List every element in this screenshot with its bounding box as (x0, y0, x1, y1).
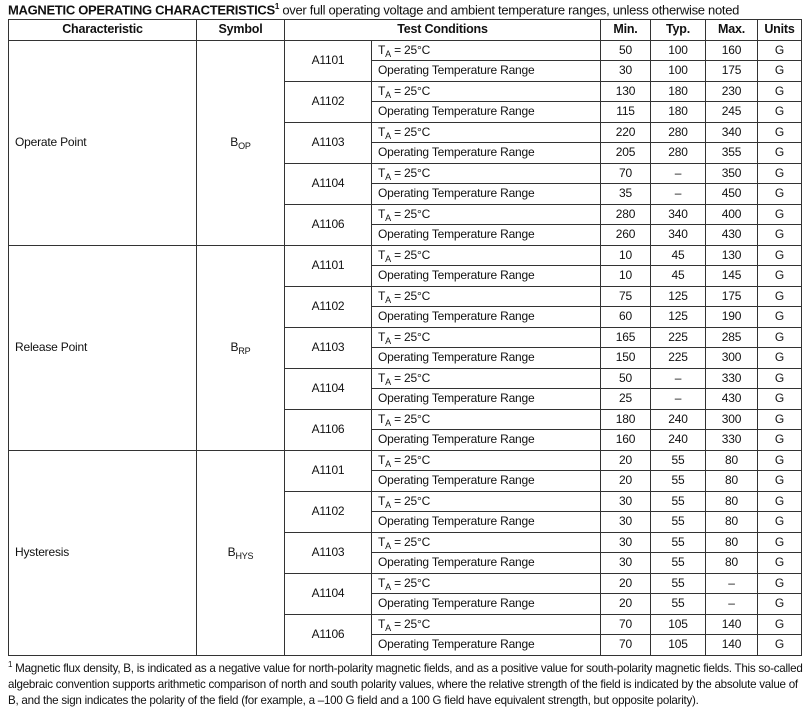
min-cell: 160 (601, 430, 651, 451)
table-body (9, 40, 802, 655)
typ-cell: 105 (651, 614, 706, 635)
table-row (9, 450, 802, 471)
min-cell: 70 (601, 163, 651, 184)
max-cell: 175 (706, 286, 758, 307)
condition-ta-rest: = 25°C (390, 575, 431, 590)
min-cell: 70 (601, 614, 651, 635)
max-cell: 430 (706, 225, 758, 246)
min-cell: 10 (601, 245, 651, 266)
typ-cell: 240 (651, 430, 706, 451)
condition-ta-base: T (378, 206, 386, 221)
units-cell: G (758, 573, 802, 594)
condition-cell (372, 532, 601, 553)
condition-cell (372, 122, 601, 143)
min-cell: 165 (601, 327, 651, 348)
max-cell: 140 (706, 614, 758, 635)
min-cell: 60 (601, 307, 651, 328)
symbol-cell (197, 450, 285, 655)
device-cell: A1106 (285, 614, 372, 655)
units-cell: G (758, 286, 802, 307)
max-cell: 355 (706, 143, 758, 164)
min-cell: 180 (601, 409, 651, 430)
condition-ta-base: T (378, 616, 386, 631)
min-cell: 75 (601, 286, 651, 307)
max-cell: 285 (706, 327, 758, 348)
device-cell: A1103 (285, 122, 372, 163)
min-cell: 35 (601, 184, 651, 205)
typ-cell: 100 (651, 61, 706, 82)
units-cell: G (758, 204, 802, 225)
max-cell: 400 (706, 204, 758, 225)
condition-cell: Operating Temperature Range (372, 471, 601, 492)
units-cell: G (758, 40, 802, 61)
max-cell: 80 (706, 553, 758, 574)
footnote (8, 657, 803, 709)
condition-ta-base: T (378, 575, 386, 590)
typ-cell: 55 (651, 594, 706, 615)
condition-ta-rest: = 25°C (390, 493, 431, 508)
device-cell: A1101 (285, 450, 372, 491)
condition-cell (372, 163, 601, 184)
header-min: Min. (601, 20, 651, 41)
typ-cell: 55 (651, 471, 706, 492)
typ-cell: 280 (651, 143, 706, 164)
condition-ta-subscript: A (385, 417, 391, 428)
condition-ta-base: T (378, 165, 386, 180)
condition-ta-subscript: A (385, 253, 391, 264)
condition-ta-rest: = 25°C (390, 206, 431, 221)
title-rest: over full operating voltage and ambient temperature ranges, unless otherwise noted (279, 2, 740, 18)
units-cell: G (758, 471, 802, 492)
condition-cell: Operating Temperature Range (372, 348, 601, 369)
max-cell: 430 (706, 389, 758, 410)
condition-ta-subscript: A (385, 212, 391, 223)
footnote-ref: 1 (274, 2, 280, 11)
typ-cell: 55 (651, 573, 706, 594)
max-cell: – (706, 594, 758, 615)
condition-ta-rest: = 25°C (390, 247, 431, 262)
typ-cell: 100 (651, 40, 706, 61)
device-cell: A1106 (285, 409, 372, 450)
max-cell: 245 (706, 102, 758, 123)
min-cell: 20 (601, 573, 651, 594)
condition-ta-base: T (378, 411, 386, 426)
header-max: Max. (706, 20, 758, 41)
units-cell: G (758, 245, 802, 266)
condition-ta-base: T (378, 247, 386, 262)
condition-ta-base: T (378, 452, 386, 467)
max-cell: 330 (706, 368, 758, 389)
units-cell: G (758, 409, 802, 430)
units-cell: G (758, 327, 802, 348)
condition-ta-subscript: A (385, 622, 391, 633)
typ-cell: 340 (651, 225, 706, 246)
symbol-subscript: RP (238, 346, 251, 356)
symbol-cell (197, 245, 285, 450)
device-cell: A1106 (285, 204, 372, 245)
condition-cell: Operating Temperature Range (372, 225, 601, 246)
characteristic-cell: Release Point (9, 245, 197, 450)
typ-cell: 45 (651, 266, 706, 287)
typ-cell: 45 (651, 245, 706, 266)
symbol-base: B (230, 340, 239, 354)
condition-ta-base: T (378, 534, 386, 549)
device-cell: A1101 (285, 245, 372, 286)
max-cell: 80 (706, 512, 758, 533)
symbol-base: B (230, 135, 239, 149)
condition-ta-base: T (378, 493, 386, 508)
typ-cell: 125 (651, 307, 706, 328)
condition-ta-subscript: A (385, 335, 391, 346)
condition-cell (372, 573, 601, 594)
footnote-text: Magnetic flux density, B, is indicated as a negative value for north-polarity magnetic fields, and as a positive value for south-polarity magnetic fields. This so-called algebraic convention supports arithmetic comparison of north and south polarity values, where the relative strength of the field is indicated by the absolute value of B, and the sign indicates the polarity of the field (for example, a –100 G field and a 100 G field have equivalent strength, but opposite polarity). (8, 661, 803, 707)
table-row (9, 40, 802, 61)
max-cell: 230 (706, 81, 758, 102)
condition-ta-base: T (378, 42, 386, 57)
condition-cell (372, 368, 601, 389)
typ-cell: 240 (651, 409, 706, 430)
max-cell: 160 (706, 40, 758, 61)
device-cell: A1102 (285, 81, 372, 122)
condition-ta-rest: = 25°C (390, 165, 431, 180)
condition-cell: Operating Temperature Range (372, 266, 601, 287)
typ-cell: 55 (651, 512, 706, 533)
device-cell: A1102 (285, 286, 372, 327)
min-cell: 20 (601, 450, 651, 471)
device-cell: A1104 (285, 163, 372, 204)
condition-ta-base: T (378, 370, 386, 385)
max-cell: 175 (706, 61, 758, 82)
typ-cell: 55 (651, 491, 706, 512)
condition-ta-base: T (378, 329, 386, 344)
condition-cell: Operating Temperature Range (372, 430, 601, 451)
condition-ta-rest: = 25°C (390, 288, 431, 303)
condition-ta-subscript: A (385, 89, 391, 100)
units-cell: G (758, 635, 802, 656)
min-cell: 280 (601, 204, 651, 225)
min-cell: 50 (601, 368, 651, 389)
condition-cell (372, 81, 601, 102)
condition-cell: Operating Temperature Range (372, 184, 601, 205)
footnote-marker: 1 (8, 660, 13, 669)
max-cell: 145 (706, 266, 758, 287)
units-cell: G (758, 532, 802, 553)
units-cell: G (758, 553, 802, 574)
units-cell: G (758, 61, 802, 82)
condition-ta-subscript: A (385, 581, 391, 592)
condition-cell: Operating Temperature Range (372, 594, 601, 615)
min-cell: 30 (601, 61, 651, 82)
magnetic-characteristics-table (8, 19, 802, 656)
max-cell: 340 (706, 122, 758, 143)
units-cell: G (758, 102, 802, 123)
device-cell: A1104 (285, 573, 372, 614)
condition-ta-rest: = 25°C (390, 534, 431, 549)
units-cell: G (758, 594, 802, 615)
units-cell: G (758, 368, 802, 389)
max-cell: 80 (706, 471, 758, 492)
min-cell: 205 (601, 143, 651, 164)
condition-ta-base: T (378, 124, 386, 139)
condition-ta-rest: = 25°C (390, 452, 431, 467)
condition-cell (372, 491, 601, 512)
condition-ta-rest: = 25°C (390, 411, 431, 426)
min-cell: 25 (601, 389, 651, 410)
min-cell: 70 (601, 635, 651, 656)
header-units: Units (758, 20, 802, 41)
typ-cell: 280 (651, 122, 706, 143)
max-cell: 80 (706, 491, 758, 512)
units-cell: G (758, 450, 802, 471)
typ-cell: – (651, 368, 706, 389)
condition-cell (372, 409, 601, 430)
min-cell: 30 (601, 491, 651, 512)
units-cell: G (758, 348, 802, 369)
condition-ta-rest: = 25°C (390, 616, 431, 631)
min-cell: 220 (601, 122, 651, 143)
typ-cell: 55 (651, 450, 706, 471)
condition-ta-subscript: A (385, 294, 391, 305)
units-cell: G (758, 491, 802, 512)
device-cell: A1102 (285, 491, 372, 532)
condition-cell: Operating Temperature Range (372, 102, 601, 123)
condition-cell: Operating Temperature Range (372, 553, 601, 574)
typ-cell: – (651, 163, 706, 184)
max-cell: 140 (706, 635, 758, 656)
min-cell: 20 (601, 594, 651, 615)
condition-ta-subscript: A (385, 499, 391, 510)
device-cell: A1103 (285, 327, 372, 368)
min-cell: 30 (601, 532, 651, 553)
min-cell: 10 (601, 266, 651, 287)
condition-cell (372, 327, 601, 348)
header-test-conditions: Test Conditions (285, 20, 601, 41)
min-cell: 30 (601, 512, 651, 533)
units-cell: G (758, 307, 802, 328)
characteristic-cell: Hysteresis (9, 450, 197, 655)
min-cell: 150 (601, 348, 651, 369)
condition-ta-base: T (378, 288, 386, 303)
condition-cell (372, 245, 601, 266)
condition-ta-rest: = 25°C (390, 42, 431, 57)
typ-cell: 180 (651, 102, 706, 123)
condition-cell (372, 614, 601, 635)
typ-cell: 55 (651, 553, 706, 574)
condition-ta-subscript: A (385, 171, 391, 182)
device-cell: A1103 (285, 532, 372, 573)
device-cell: A1104 (285, 368, 372, 409)
condition-ta-subscript: A (385, 458, 391, 469)
header-symbol: Symbol (197, 20, 285, 41)
units-cell: G (758, 163, 802, 184)
typ-cell: – (651, 184, 706, 205)
units-cell: G (758, 81, 802, 102)
min-cell: 30 (601, 553, 651, 574)
units-cell: G (758, 614, 802, 635)
condition-ta-rest: = 25°C (390, 329, 431, 344)
symbol-base: B (227, 545, 236, 559)
typ-cell: 180 (651, 81, 706, 102)
symbol-cell (197, 40, 285, 245)
header-characteristic: Characteristic (9, 20, 197, 41)
table-row (9, 245, 802, 266)
max-cell: 80 (706, 450, 758, 471)
typ-cell: 125 (651, 286, 706, 307)
condition-ta-rest: = 25°C (390, 83, 431, 98)
max-cell: 450 (706, 184, 758, 205)
max-cell: 300 (706, 409, 758, 430)
typ-cell: – (651, 389, 706, 410)
title-bold: MAGNETIC OPERATING CHARACTERISTICS (8, 2, 275, 18)
condition-ta-subscript: A (385, 376, 391, 387)
symbol-subscript: HYS (235, 551, 254, 561)
max-cell: 190 (706, 307, 758, 328)
condition-ta-subscript: A (385, 540, 391, 551)
condition-cell (372, 286, 601, 307)
units-cell: G (758, 266, 802, 287)
condition-cell: Operating Temperature Range (372, 143, 601, 164)
condition-cell: Operating Temperature Range (372, 512, 601, 533)
header-row (9, 20, 802, 41)
condition-cell (372, 450, 601, 471)
units-cell: G (758, 143, 802, 164)
max-cell: – (706, 573, 758, 594)
header-typ: Typ. (651, 20, 706, 41)
min-cell: 20 (601, 471, 651, 492)
max-cell: 350 (706, 163, 758, 184)
max-cell: 130 (706, 245, 758, 266)
units-cell: G (758, 122, 802, 143)
max-cell: 330 (706, 430, 758, 451)
units-cell: G (758, 225, 802, 246)
units-cell: G (758, 389, 802, 410)
min-cell: 115 (601, 102, 651, 123)
typ-cell: 55 (651, 532, 706, 553)
typ-cell: 340 (651, 204, 706, 225)
typ-cell: 105 (651, 635, 706, 656)
condition-ta-base: T (378, 83, 386, 98)
condition-cell (372, 40, 601, 61)
characteristic-cell: Operate Point (9, 40, 197, 245)
units-cell: G (758, 512, 802, 533)
condition-cell: Operating Temperature Range (372, 635, 601, 656)
max-cell: 300 (706, 348, 758, 369)
table-title (8, 2, 739, 17)
condition-ta-subscript: A (385, 48, 391, 59)
condition-ta-subscript: A (385, 130, 391, 141)
min-cell: 50 (601, 40, 651, 61)
max-cell: 80 (706, 532, 758, 553)
condition-cell: Operating Temperature Range (372, 307, 601, 328)
condition-cell: Operating Temperature Range (372, 389, 601, 410)
typ-cell: 225 (651, 327, 706, 348)
device-cell: A1101 (285, 40, 372, 81)
condition-cell (372, 204, 601, 225)
min-cell: 130 (601, 81, 651, 102)
condition-ta-rest: = 25°C (390, 124, 431, 139)
min-cell: 260 (601, 225, 651, 246)
typ-cell: 225 (651, 348, 706, 369)
units-cell: G (758, 184, 802, 205)
condition-cell: Operating Temperature Range (372, 61, 601, 82)
condition-ta-rest: = 25°C (390, 370, 431, 385)
units-cell: G (758, 430, 802, 451)
symbol-subscript: OP (238, 141, 251, 151)
